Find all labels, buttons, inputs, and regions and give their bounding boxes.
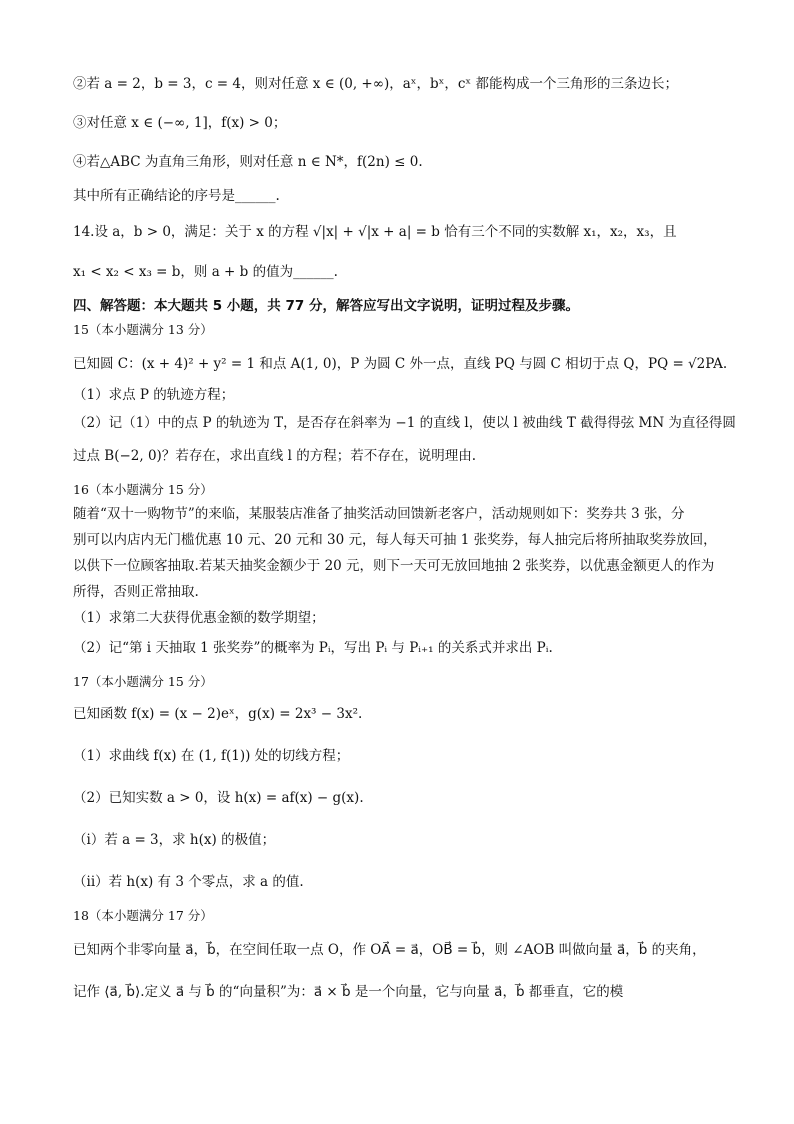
q16-header: 16（本小题满分 15 分）: [73, 482, 213, 497]
q16-part1: （1）求第二大获得优惠金额的数学期望；: [73, 610, 325, 626]
statement-4: ④若△ABC 为直角三角形，则对任意 n ∈ N*，f(2n) ≤ 0.: [73, 154, 423, 170]
q17-part2: （2）已知实数 a > 0，设 h(x) = af(x) − g(x).: [73, 790, 364, 806]
q16-text-4: 所得，否则正常抽取.: [73, 584, 199, 600]
section-heading: 四、解答题：本大题共 5 小题，共 77 分，解答应写出文字说明，证明过程及步骤。: [73, 298, 579, 314]
q17-part2-i: （i）若 a = 3，求 h(x) 的极值；: [73, 832, 276, 848]
q17-part2-ii: （ii）若 h(x) 有 3 个零点，求 a 的值.: [73, 874, 304, 890]
q14-text: 14.设 a，b > 0，满足：关于 x 的方程 √|x| + √|x + a| = b 恰有三个不同的实数解 x₁，x₂，x₃，且: [73, 224, 677, 240]
q17-text: 已知函数 f(x) = (x − 2)eˣ，g(x) = 2x³ − 3x².: [73, 706, 363, 722]
q17-part1: （1）求曲线 f(x) 在 (1, f(1)) 处的切线方程；: [73, 748, 350, 764]
q15-part2: （2）记（1）中的点 P 的轨迹为 T，是否存在斜率为 −1 的直线 l，使以 l 被曲线 T 截得得弦 MN 为直径得圆: [73, 415, 736, 431]
statement-2: ②若 a = 2，b = 3，c = 4，则对任意 x ∈ (0, +∞)，aˣ，bˣ，cˣ 都能构成一个三角形的三条边长；: [73, 76, 678, 92]
q15-text: 已知圆 C：(x + 4)² + y² = 1 和点 A(1, 0)，P 为圆 C 外一点，直线 PQ 与圆 C 相切于点 Q，PQ = √2PA.: [73, 356, 728, 372]
q15-part2-cont: 过点 B(−2, 0)？若存在，求出直线 l 的方程；若不存在，说明理由.: [73, 448, 477, 464]
q16-text-3: 以供下一位顾客抽取.若某天抽奖金额少于 20 元，则下一天可无放回地抽 2 张奖券，以优惠金额更人的作为: [73, 558, 715, 574]
q13-answer-prompt: 其中所有正确结论的序号是______.: [73, 188, 280, 204]
q16-text-2: 别可以内店内无门槛优惠 10 元、20 元和 30 元，每人每天可抽 1 张奖券，每人抽完后将所抽取奖券放回，: [73, 532, 717, 548]
q18-header: 18（本小题满分 17 分）: [73, 908, 213, 923]
q17-header: 17（本小题满分 15 分）: [73, 674, 213, 689]
q14-text-cont: x₁ < x₂ < x₃ = b，则 a + b 的值为______.: [73, 264, 338, 280]
q18-text-2: 记作 ⟨a⃗, b⃗⟩.定义 a⃗ 与 b⃗ 的“向量积”为：a⃗ × b⃗ 是一个向量，它与向量 a⃗，b⃗ 都垂直，它的模: [73, 984, 624, 1000]
q15-header: 15（本小题满分 13 分）: [73, 322, 213, 337]
q16-part2: （2）记“第 i 天抽取 1 张奖券”的概率为 Pᵢ，写出 Pᵢ 与 Pᵢ₊₁ 的关系式并求出 Pᵢ.: [73, 640, 553, 656]
q16-text-1: 随着“双十一购物节”的来临，某服装店准备了抽奖活动回馈新老客户，活动规则如下：奖券共 3 张，分: [73, 506, 685, 522]
q18-text-1: 已知两个非零向量 a⃗，b⃗，在空间任取一点 O，作 OA⃗ = a⃗，OB⃗ = b⃗，则 ∠AOB 叫做向量 a⃗，b⃗ 的夹角，: [73, 942, 706, 958]
statement-3: ③对任意 x ∈ (−∞, 1]，f(x) > 0；: [73, 115, 287, 131]
q15-part1: （1）求点 P 的轨迹方程；: [73, 387, 235, 403]
